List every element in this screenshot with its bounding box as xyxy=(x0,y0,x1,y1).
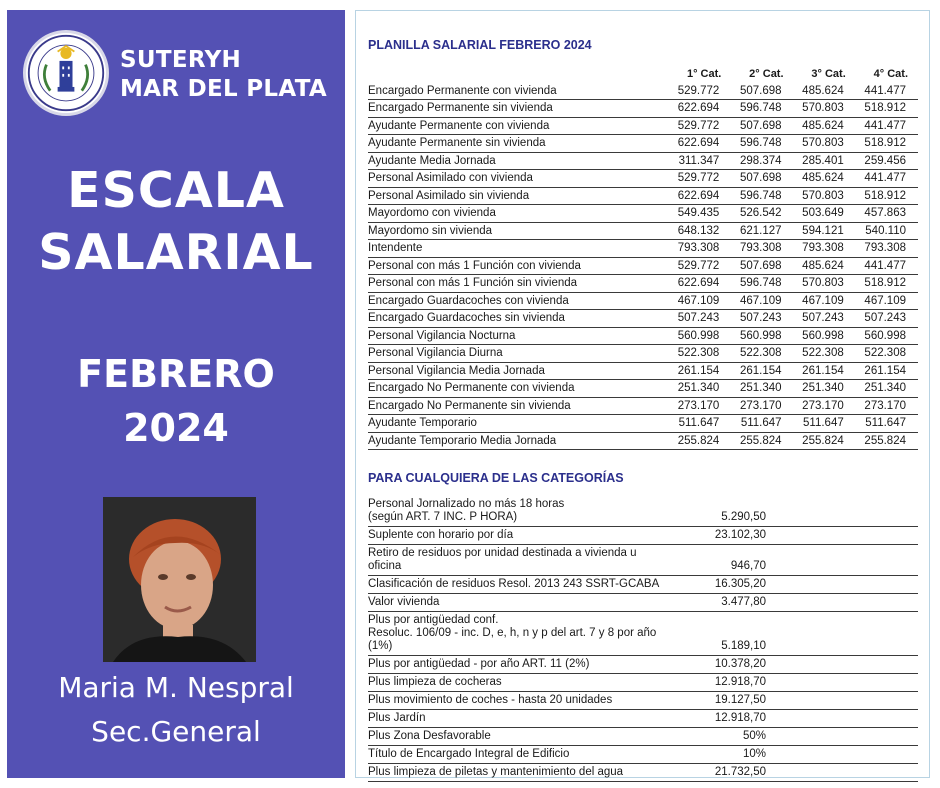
extra-label: Plus movimiento de coches - hasta 20 unidades xyxy=(368,692,668,710)
cell-cat1: 529.772 xyxy=(669,170,731,188)
cell-cat1: 529.772 xyxy=(669,82,731,100)
cell-cat2: 273.170 xyxy=(731,397,793,415)
empty-cell xyxy=(778,746,918,764)
table-row xyxy=(368,205,918,223)
period-year: 2024 xyxy=(123,406,229,450)
empty-cell xyxy=(778,656,918,674)
left-panel xyxy=(7,10,345,778)
table-row xyxy=(368,397,918,415)
cell-cat3: 285.401 xyxy=(794,152,856,170)
cell-cat2: 507.243 xyxy=(731,310,793,328)
cell-cat3: 507.243 xyxy=(794,310,856,328)
table-row xyxy=(368,117,918,135)
cell-cat1: 793.308 xyxy=(669,240,731,258)
col-header: 4° Cat. xyxy=(873,67,908,80)
table-row xyxy=(368,327,918,345)
cell-cat3: 570.803 xyxy=(794,100,856,118)
cell-cat4: 261.154 xyxy=(856,362,918,380)
extra-value: 946,70 xyxy=(668,545,778,576)
row-label: Personal con más 1 Función sin vivienda xyxy=(368,275,669,293)
cell-cat2: 793.308 xyxy=(731,240,793,258)
cell-cat2: 596.748 xyxy=(731,135,793,153)
cell-cat2: 560.998 xyxy=(731,327,793,345)
row-label: Personal Asimilado con vivienda xyxy=(368,170,669,188)
row-label: Mayordomo con vivienda xyxy=(368,205,669,223)
cell-cat4: 540.110 xyxy=(856,222,918,240)
extra-value: 19.127,50 xyxy=(668,692,778,710)
cell-cat4: 511.647 xyxy=(856,415,918,433)
extra-label: Plus Jardín xyxy=(368,710,668,728)
extra-value: 12.918,70 xyxy=(668,710,778,728)
cell-cat1: 529.772 xyxy=(669,117,731,135)
table-row xyxy=(368,656,918,674)
extra-label: Plus por antigüedad - por año ART. 11 (2%) xyxy=(368,656,668,674)
title-line2: SALARIAL xyxy=(38,224,314,281)
extra-value: 16.305,20 xyxy=(668,576,778,594)
extra-label: Suplente con horario por día xyxy=(368,527,668,545)
cell-cat2: 511.647 xyxy=(731,415,793,433)
table-row xyxy=(368,728,918,746)
cell-cat4: 251.340 xyxy=(856,380,918,398)
table-row xyxy=(368,594,918,612)
table-row xyxy=(368,100,918,118)
cell-cat1: 255.824 xyxy=(669,432,731,450)
salary-table-title: PLANILLA SALARIAL FEBRERO 2024 xyxy=(368,38,592,52)
extra-value: 10.378,20 xyxy=(668,656,778,674)
row-label: Encargado Permanente con vivienda xyxy=(368,82,669,100)
cell-cat2: 507.698 xyxy=(731,117,793,135)
cell-cat1: 511.647 xyxy=(669,415,731,433)
row-label: Encargado No Permanente con vivienda xyxy=(368,380,669,398)
empty-cell xyxy=(778,728,918,746)
empty-cell xyxy=(778,764,918,782)
extra-value: 3.477,80 xyxy=(668,594,778,612)
table-row xyxy=(368,170,918,188)
cell-cat1: 311.347 xyxy=(669,152,731,170)
cell-cat1: 622.694 xyxy=(669,135,731,153)
cell-cat2: 621.127 xyxy=(731,222,793,240)
col-header: 1° Cat. xyxy=(686,67,722,80)
table-row xyxy=(368,187,918,205)
empty-cell xyxy=(778,710,918,728)
cell-cat4: 518.912 xyxy=(856,135,918,153)
row-label: Personal con más 1 Función con vivienda xyxy=(368,257,669,275)
cell-cat3: 511.647 xyxy=(794,415,856,433)
row-label: Personal Vigilancia Media Jornada xyxy=(368,362,669,380)
cell-cat3: 467.109 xyxy=(794,292,856,310)
extra-value: 10% xyxy=(668,746,778,764)
empty-cell xyxy=(778,576,918,594)
cell-cat2: 507.698 xyxy=(731,170,793,188)
cell-cat1: 648.132 xyxy=(669,222,731,240)
table-row xyxy=(368,345,918,363)
org-line1: SUTERYH xyxy=(120,47,242,73)
cell-cat3: 570.803 xyxy=(794,275,856,293)
cell-cat4: 457.863 xyxy=(856,205,918,223)
extra-value: 5.290,50 xyxy=(668,496,778,527)
table-row xyxy=(368,222,918,240)
empty-cell xyxy=(778,545,918,576)
extra-label: Retiro de residuos por unidad destinada a vivienda u oficina xyxy=(368,545,668,576)
union-seal-icon xyxy=(26,33,106,113)
cell-cat1: 251.340 xyxy=(669,380,731,398)
empty-cell xyxy=(778,496,918,527)
col-header: 2° Cat. xyxy=(749,67,784,80)
extra-value: 23.102,30 xyxy=(668,527,778,545)
cell-cat1: 522.308 xyxy=(669,345,731,363)
table-row xyxy=(368,292,918,310)
cell-cat4: 441.477 xyxy=(856,117,918,135)
row-label: Encargado No Permanente sin vivienda xyxy=(368,397,669,415)
extra-label: Título de Encargado Integral de Edificio xyxy=(368,746,668,764)
row-label: Intendente xyxy=(368,240,669,258)
cell-cat4: 560.998 xyxy=(856,327,918,345)
cell-cat3: 522.308 xyxy=(794,345,856,363)
table-row xyxy=(368,257,918,275)
table-row xyxy=(368,764,918,782)
cell-cat3: 261.154 xyxy=(794,362,856,380)
cell-cat4: 518.912 xyxy=(856,100,918,118)
page-title xyxy=(7,160,345,284)
row-label: Ayudante Permanente sin vivienda xyxy=(368,135,669,153)
table-row xyxy=(368,415,918,433)
person-name: Maria M. Nespral xyxy=(58,671,294,704)
salary-header-row xyxy=(368,65,918,82)
col-header xyxy=(368,65,669,82)
table-row xyxy=(368,152,918,170)
row-label: Mayordomo sin vivienda xyxy=(368,222,669,240)
cell-cat3: 570.803 xyxy=(794,135,856,153)
table-row xyxy=(368,674,918,692)
cell-cat4: 273.170 xyxy=(856,397,918,415)
row-label: Ayudante Permanente con vivienda xyxy=(368,117,669,135)
row-label: Ayudante Temporario xyxy=(368,415,669,433)
cell-cat1: 622.694 xyxy=(669,275,731,293)
table-row xyxy=(368,612,918,656)
extra-value: 21.732,50 xyxy=(668,764,778,782)
cell-cat2: 507.698 xyxy=(731,82,793,100)
cell-cat4: 441.477 xyxy=(856,82,918,100)
row-label: Personal Asimilado sin vivienda xyxy=(368,187,669,205)
cell-cat1: 529.772 xyxy=(669,257,731,275)
cell-cat1: 622.694 xyxy=(669,187,731,205)
cell-cat1: 261.154 xyxy=(669,362,731,380)
cell-cat2: 467.109 xyxy=(731,292,793,310)
row-label: Encargado Guardacoches con vivienda xyxy=(368,292,669,310)
extra-label: Plus limpieza de cocheras xyxy=(368,674,668,692)
union-logo xyxy=(23,30,109,116)
table-row xyxy=(368,135,918,153)
cell-cat2: 251.340 xyxy=(731,380,793,398)
cell-cat3: 503.649 xyxy=(794,205,856,223)
extra-label: Clasificación de residuos Resol. 2013 243 SSRT-GCABA xyxy=(368,576,668,594)
cell-cat2: 596.748 xyxy=(731,275,793,293)
table-row xyxy=(368,496,918,527)
cell-cat2: 255.824 xyxy=(731,432,793,450)
cell-cat3: 251.340 xyxy=(794,380,856,398)
cell-cat4: 522.308 xyxy=(856,345,918,363)
extra-value: 5.189,10 xyxy=(668,612,778,656)
cell-cat4: 259.456 xyxy=(856,152,918,170)
empty-cell xyxy=(778,612,918,656)
cell-cat4: 518.912 xyxy=(856,275,918,293)
cell-cat3: 485.624 xyxy=(794,117,856,135)
cell-cat4: 793.308 xyxy=(856,240,918,258)
period-month: FEBRERO xyxy=(77,352,275,396)
cell-cat4: 255.824 xyxy=(856,432,918,450)
cell-cat2: 507.698 xyxy=(731,257,793,275)
cell-cat4: 441.477 xyxy=(856,257,918,275)
table-row xyxy=(368,82,918,100)
salary-panel xyxy=(355,10,930,778)
table-row xyxy=(368,240,918,258)
extra-label: Plus limpieza de piletas y mantenimiento del agua xyxy=(368,764,668,782)
table-row xyxy=(368,576,918,594)
cell-cat3: 273.170 xyxy=(794,397,856,415)
table-row xyxy=(368,746,918,764)
empty-cell xyxy=(778,692,918,710)
person-role: Sec.General xyxy=(91,715,261,748)
cell-cat1: 549.435 xyxy=(669,205,731,223)
cell-cat4: 467.109 xyxy=(856,292,918,310)
extras-table-title: PARA CUALQUIERA DE LAS CATEGORÍAS xyxy=(368,471,624,485)
row-label: Personal Vigilancia Diurna xyxy=(368,345,669,363)
cell-cat3: 255.824 xyxy=(794,432,856,450)
cell-cat2: 522.308 xyxy=(731,345,793,363)
cell-cat2: 596.748 xyxy=(731,100,793,118)
cell-cat3: 485.624 xyxy=(794,82,856,100)
cell-cat2: 298.374 xyxy=(731,152,793,170)
extra-value: 12.918,70 xyxy=(668,674,778,692)
extra-label: Valor vivienda xyxy=(368,594,668,612)
row-label: Personal Vigilancia Nocturna xyxy=(368,327,669,345)
period xyxy=(7,347,345,455)
table-row xyxy=(368,545,918,576)
cell-cat3: 570.803 xyxy=(794,187,856,205)
extra-label: Plus por antigüedad conf. Resoluc. 106/09 - inc. D, e, h, n y p del art. 7 y 8 por año (1%) xyxy=(368,612,668,656)
cell-cat3: 594.121 xyxy=(794,222,856,240)
org-line2: MAR DEL PLATA xyxy=(120,76,328,102)
cell-cat3: 485.624 xyxy=(794,170,856,188)
table-row xyxy=(368,692,918,710)
cell-cat4: 518.912 xyxy=(856,187,918,205)
cell-cat1: 622.694 xyxy=(669,100,731,118)
row-label: Encargado Permanente sin vivienda xyxy=(368,100,669,118)
cell-cat4: 507.243 xyxy=(856,310,918,328)
cell-cat3: 560.998 xyxy=(794,327,856,345)
row-label: Ayudante Media Jornada xyxy=(368,152,669,170)
cell-cat2: 261.154 xyxy=(731,362,793,380)
empty-cell xyxy=(778,527,918,545)
table-row xyxy=(368,275,918,293)
empty-cell xyxy=(778,594,918,612)
cell-cat1: 560.998 xyxy=(669,327,731,345)
portrait-photo xyxy=(103,497,256,662)
cell-cat2: 526.542 xyxy=(731,205,793,223)
cell-cat3: 793.308 xyxy=(794,240,856,258)
cell-cat1: 467.109 xyxy=(669,292,731,310)
salary-table xyxy=(368,65,918,450)
table-row xyxy=(368,362,918,380)
extra-value: 50% xyxy=(668,728,778,746)
extra-label: Personal Jornalizado no más 18 horas (según ART. 7 INC. P HORA) xyxy=(368,496,668,527)
table-row xyxy=(368,710,918,728)
title-line1: ESCALA xyxy=(67,162,285,219)
cell-cat4: 441.477 xyxy=(856,170,918,188)
extra-label: Plus Zona Desfavorable xyxy=(368,728,668,746)
table-row xyxy=(368,432,918,450)
cell-cat3: 485.624 xyxy=(794,257,856,275)
cell-cat1: 273.170 xyxy=(669,397,731,415)
extras-table xyxy=(368,496,918,782)
table-row xyxy=(368,310,918,328)
org-name xyxy=(120,46,327,104)
row-label: Encargado Guardacoches sin vivienda xyxy=(368,310,669,328)
cell-cat2: 596.748 xyxy=(731,187,793,205)
table-row xyxy=(368,527,918,545)
cell-cat1: 507.243 xyxy=(669,310,731,328)
portrait-image xyxy=(103,497,256,662)
empty-cell xyxy=(778,674,918,692)
row-label: Ayudante Temporario Media Jornada xyxy=(368,432,669,450)
col-header: 3° Cat. xyxy=(811,67,846,80)
table-row xyxy=(368,380,918,398)
